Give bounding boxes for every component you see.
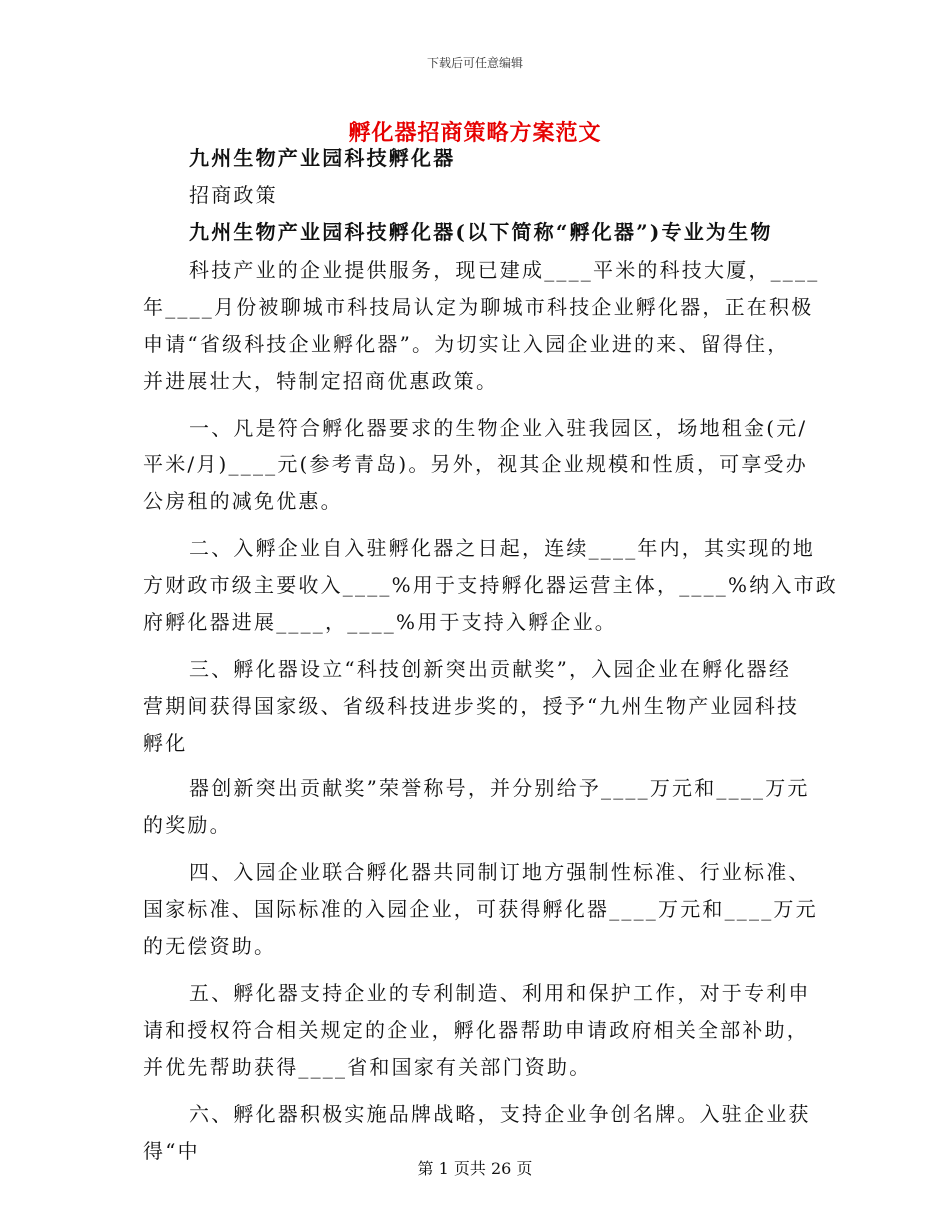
section-heading: 招商政策 [189,183,278,207]
paragraph-line: 方财政市级主要收入____%用于支持孵化器运营主体，____%纳入市政 [143,573,839,597]
paragraph-line: 年____月份被聊城市科技局认定为聊城市科技企业孵化器，正在积极 [143,295,814,319]
paragraph-line: 二、入孵企业自入驻孵化器之日起，连续____年内，其实现的地 [189,536,815,560]
paragraph-line: 国家标准、国际标准的入园企业，可获得孵化器____万元和____万元 [143,897,818,921]
paragraph-line: 申请“省级科技企业孵化器”。为切实让入园企业进的来、留得住， [143,332,790,356]
paragraph-line: 的奖励。 [143,813,232,837]
paragraph-line: 六、孵化器积极实施品牌战略，支持企业争创名牌。入驻企业获 [189,1102,811,1126]
paragraph-line: 并优先帮助获得____省和国家有关部门资助。 [143,1055,592,1079]
paragraph-line: 科技产业的企业提供服务，现已建成____平米的科技大厦，____ [189,258,820,282]
paragraph-line: 孵化 [143,731,188,755]
paragraph-line: 并进展壮大，特制定招商优惠政策。 [143,369,499,393]
paragraph-line: 公房租的减免优惠。 [143,489,343,513]
paragraph-line: 平米/月)____元(参考青岛)。另外，视其企业规模和性质，可享受办 [143,452,808,476]
paragraph-line: 得“中 [143,1139,200,1163]
page-footer: 第 1 页共 26 页 [417,1159,533,1178]
paragraph-line: 营期间获得国家级、省级科技进步奖的，授予“九州生物产业园科技 [143,694,800,718]
paragraph-line: 九州生物产业园科技孵化器(以下简称“孵化器”)专业为生物 [189,220,773,244]
paragraph-line: 请和授权符合相关规定的企业，孵化器帮助申请政府相关全部补助， [143,1018,809,1042]
paragraph-line: 器创新突出贡献奖”荣誉称号，并分别给予____万元和____万元 [189,776,810,800]
paragraph-line: 一、凡是符合孵化器要求的生物企业入驻我园区，场地租金(元/ [189,416,808,440]
document-title: 孵化器招商策略方案范文 [348,120,602,146]
paragraph-line: 四、入园企业联合孵化器共同制订地方强制性标准、行业标准、 [189,860,811,884]
page-header: 下载后可任意编辑 [426,56,523,70]
paragraph-line: 五、孵化器支持企业的专利制造、利用和保护工作，对于专利申 [189,981,811,1005]
org-name: 九州生物产业园科技孵化器 [189,146,456,170]
paragraph-line: 的无偿资助。 [143,934,277,958]
paragraph-line: 三、孵化器设立“科技创新突出贡献奖”，入园企业在孵化器经 [189,657,792,681]
paragraph-line: 府孵化器进展____，____%用于支持入孵企业。 [143,610,618,634]
